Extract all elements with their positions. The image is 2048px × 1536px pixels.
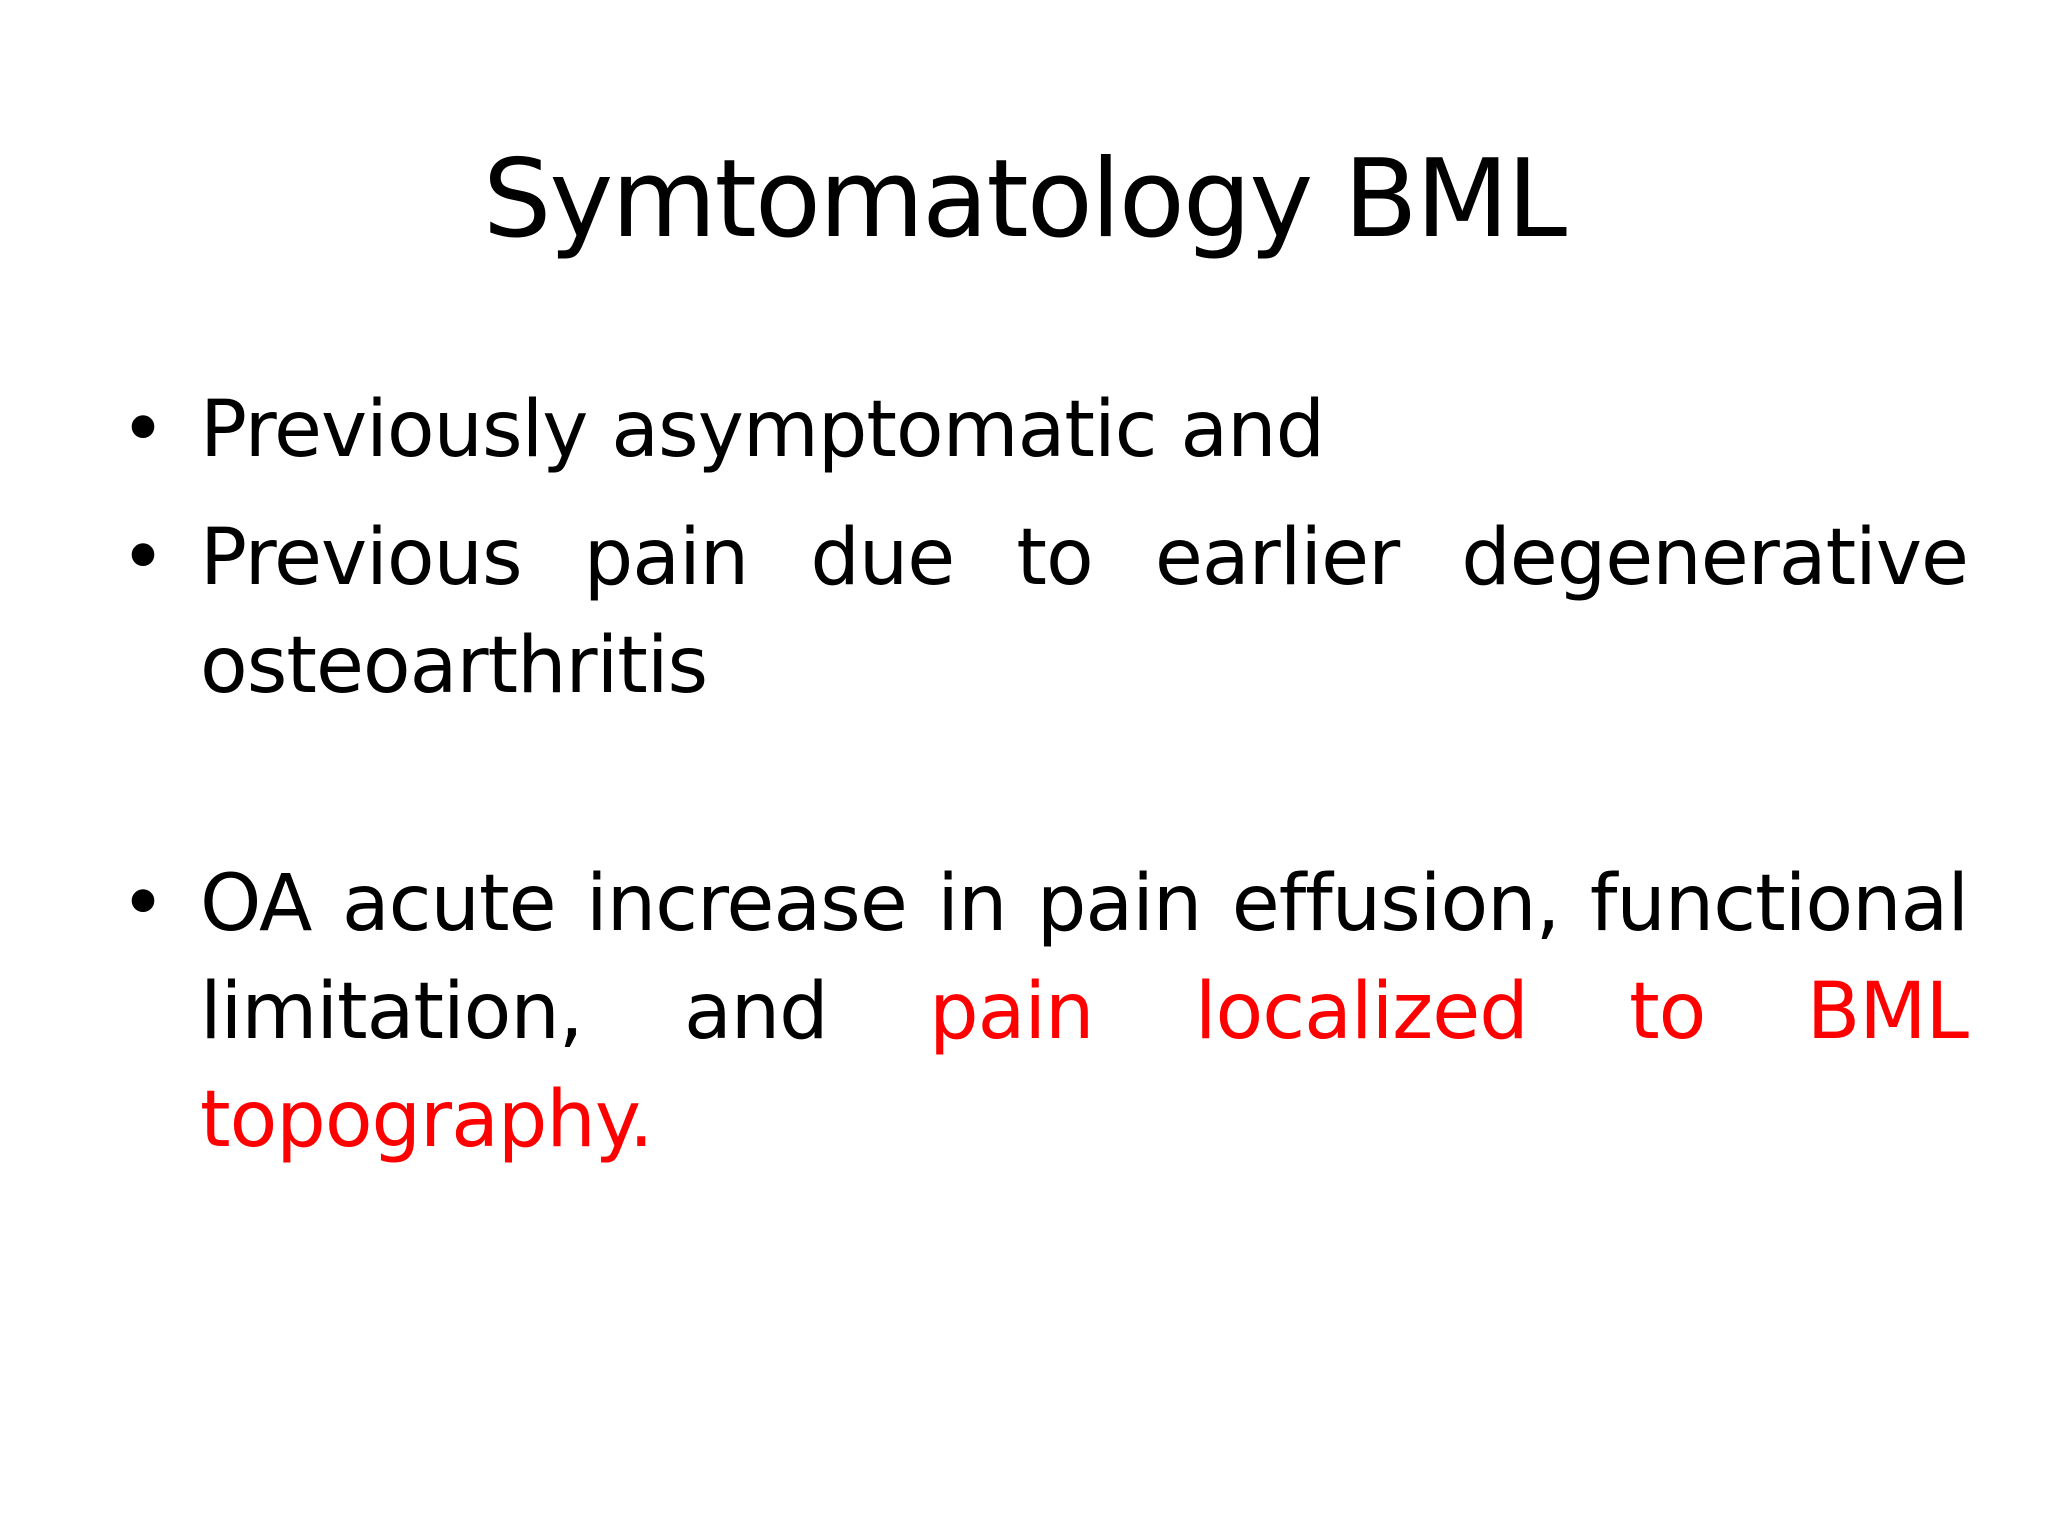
bullet-item bbox=[120, 376, 1968, 484]
bullet-list bbox=[120, 376, 1968, 1174]
bullet-text: Previously asymptomatic and bbox=[200, 385, 1325, 475]
bullet-item bbox=[120, 850, 1968, 1174]
bullet-text: Previous pain due to earlier degenerative osteoarthritis bbox=[200, 513, 1968, 711]
bullet-text-highlight: pain localized to BML topography. bbox=[200, 967, 1968, 1165]
slide-title: Symtomatology BML bbox=[482, 137, 1566, 262]
bullet-item bbox=[120, 504, 1968, 720]
bullet-icon: • bbox=[120, 385, 166, 475]
bullet-icon: • bbox=[120, 513, 166, 603]
bullet-icon: • bbox=[120, 859, 166, 949]
bullet-text: OA acute increase in pain effusion, functional limitation, and bbox=[200, 859, 1968, 1057]
